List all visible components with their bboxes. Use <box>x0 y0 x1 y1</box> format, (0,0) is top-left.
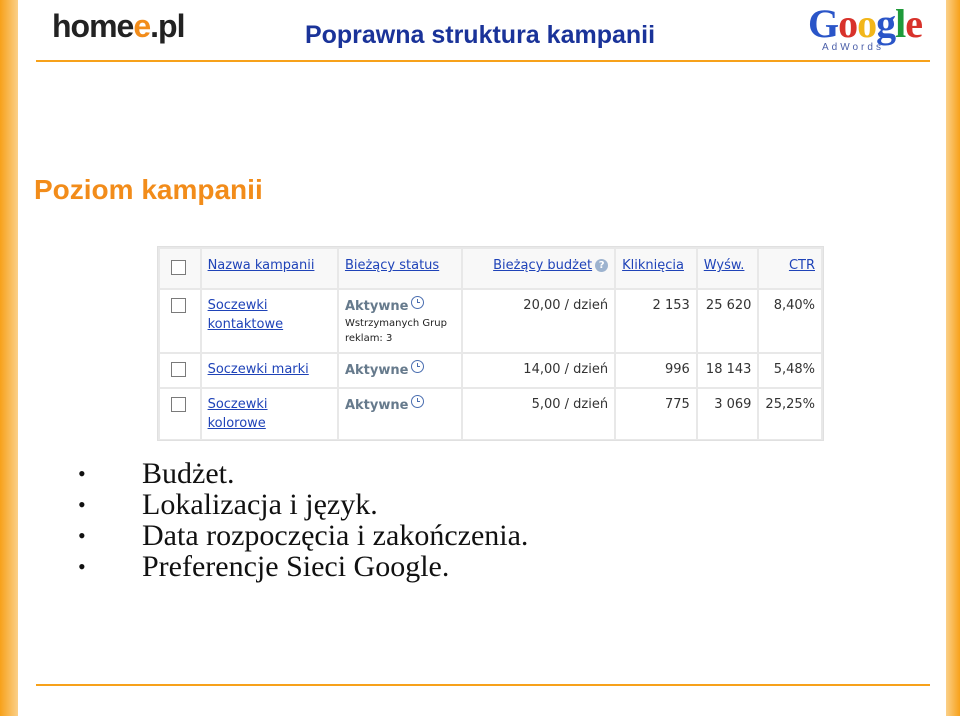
select-all-cell <box>160 249 200 288</box>
status-label: Aktywne <box>344 398 409 413</box>
list-item: • Data rozpoczęcia i zakończenia. <box>78 519 529 552</box>
status-label: Aktywne <box>344 363 409 378</box>
table-row <box>160 389 821 439</box>
table-row <box>160 354 821 387</box>
slide-title: Poprawna struktura kampanii <box>304 21 656 49</box>
google-letter: G <box>808 1 839 46</box>
select-all-checkbox[interactable] <box>171 260 186 275</box>
list-item: • Budżet. <box>78 457 235 490</box>
impressions-value: 18 143 <box>698 354 758 387</box>
footer-divider <box>36 684 930 686</box>
google-adwords-logo <box>808 1 936 54</box>
help-icon[interactable]: ? <box>595 259 608 272</box>
header-clicks-cell <box>616 249 696 288</box>
status-cell <box>339 290 461 352</box>
impressions-value: 3 069 <box>698 389 758 439</box>
table-row <box>160 290 821 352</box>
section-title: Poziom kampanii <box>34 174 263 205</box>
sort-by-clicks-link[interactable]: Kliknięcia <box>622 258 684 273</box>
table-header-row <box>160 249 821 288</box>
clock-icon[interactable] <box>411 296 424 309</box>
google-letter: o <box>857 1 877 46</box>
ctr-value: 25,25% <box>759 389 821 439</box>
row-select-cell <box>160 290 200 352</box>
bullet-icon: • <box>78 492 86 517</box>
header-status-cell <box>339 249 461 288</box>
impressions-value: 25 620 <box>698 290 758 352</box>
budget-value: 20,00 / dzień <box>463 290 614 352</box>
campaign-name-cell <box>202 389 337 439</box>
list-item: • Lokalizacja i język. <box>78 488 378 521</box>
row-checkbox[interactable] <box>171 362 186 377</box>
row-select-cell <box>160 389 200 439</box>
header-budget-cell <box>463 249 614 288</box>
bullet-icon: • <box>78 554 86 579</box>
google-letter: l <box>895 1 906 46</box>
bullet-icon: • <box>78 461 86 486</box>
status-label: Aktywne <box>344 299 409 314</box>
campaign-name-link[interactable]: Soczewki marki <box>207 362 309 377</box>
budget-value: 5,00 / dzień <box>463 389 614 439</box>
ctr-value: 8,40% <box>759 290 821 352</box>
campaign-name-link[interactable]: Soczewki kontaktowe <box>207 298 284 332</box>
clock-icon[interactable] <box>411 360 424 373</box>
row-checkbox[interactable] <box>171 397 186 412</box>
campaign-name-link[interactable]: Soczewki kolorowe <box>207 397 268 431</box>
clock-icon[interactable] <box>411 395 424 408</box>
header-divider <box>36 60 930 62</box>
campaign-table <box>157 246 824 441</box>
budget-value: 14,00 / dzień <box>463 354 614 387</box>
bullet-icon: • <box>78 523 86 548</box>
clicks-value: 2 153 <box>616 290 696 352</box>
google-wordmark <box>808 1 936 46</box>
bullet-list <box>78 458 528 582</box>
header-impressions-cell <box>698 249 758 288</box>
sort-by-budget-link[interactable]: Bieżący budżet <box>493 258 593 273</box>
status-note: Wstrzymanych Grup reklam: 3 <box>344 318 447 344</box>
list-item: • Preferencje Sieci Google. <box>78 550 450 583</box>
left-decor-bar <box>0 0 18 716</box>
sort-by-name-link[interactable]: Nazwa kampanii <box>207 258 315 273</box>
campaign-name-cell <box>202 354 337 387</box>
row-select-cell <box>160 354 200 387</box>
google-letter: o <box>838 1 858 46</box>
sort-by-ctr-link[interactable]: CTR <box>788 258 815 273</box>
google-letter: e <box>905 1 923 46</box>
sort-by-status-link[interactable]: Bieżący status <box>344 258 440 273</box>
adwords-label: AdWords <box>822 42 884 53</box>
campaign-name-cell <box>202 290 337 352</box>
google-letter: g <box>876 1 896 46</box>
ctr-value: 5,48% <box>759 354 821 387</box>
header-ctr-cell <box>759 249 821 288</box>
row-checkbox[interactable] <box>171 298 186 313</box>
header-name-cell <box>202 249 337 288</box>
clicks-value: 775 <box>616 389 696 439</box>
clicks-value: 996 <box>616 354 696 387</box>
status-cell <box>339 389 461 439</box>
home-pl-logo: homee.pl <box>52 8 185 44</box>
status-cell <box>339 354 461 387</box>
sort-by-impressions-link[interactable]: Wyśw. <box>703 258 745 273</box>
right-decor-bar <box>946 0 960 716</box>
